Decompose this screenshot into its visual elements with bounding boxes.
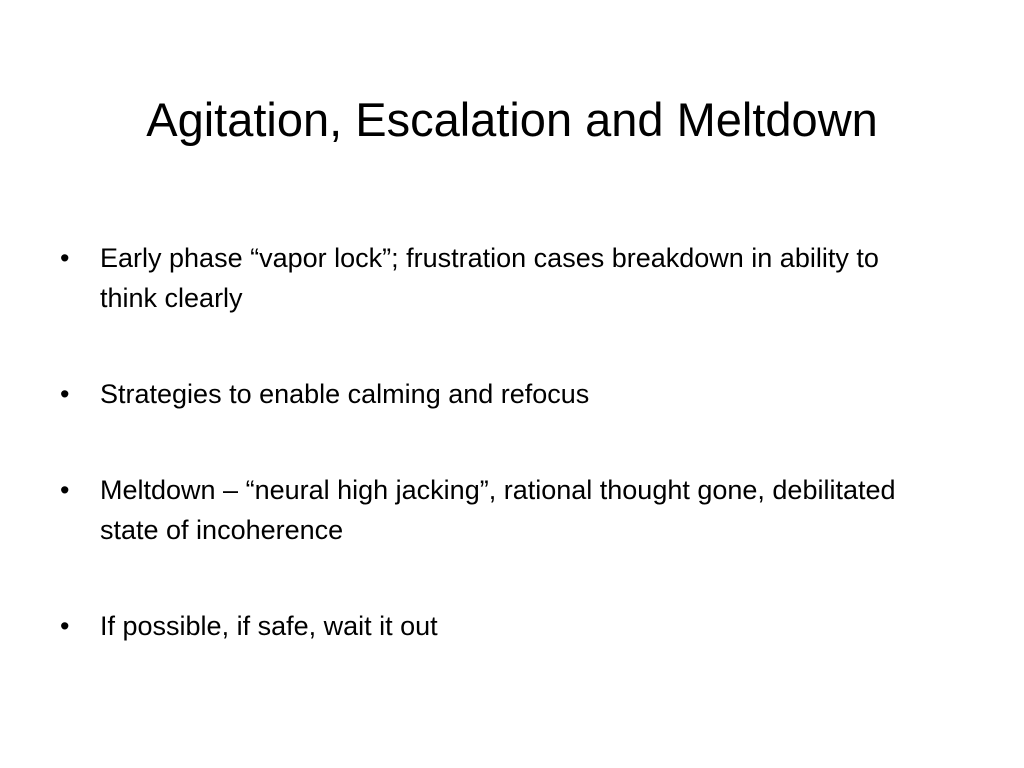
bullet-text: Meltdown – “neural high jacking”, rational thought gone, debilitated state of incoherence [100, 475, 896, 545]
list-item [56, 606, 916, 646]
list-item [56, 470, 916, 550]
bullet-text: Early phase “vapor lock”; frustration cases breakdown in ability to think clearly [100, 243, 879, 313]
bullet-list [56, 238, 916, 702]
bullet-text: If possible, if safe, wait it out [100, 611, 438, 641]
bullet-icon: • [60, 475, 70, 505]
bullet-text: Strategies to enable calming and refocus [100, 379, 590, 409]
list-item [56, 238, 916, 318]
bullet-icon: • [60, 243, 70, 273]
bullet-icon: • [60, 379, 70, 409]
slide-title: Agitation, Escalation and Meltdown [146, 93, 878, 146]
bullet-icon: • [60, 611, 70, 641]
list-item [56, 374, 916, 414]
